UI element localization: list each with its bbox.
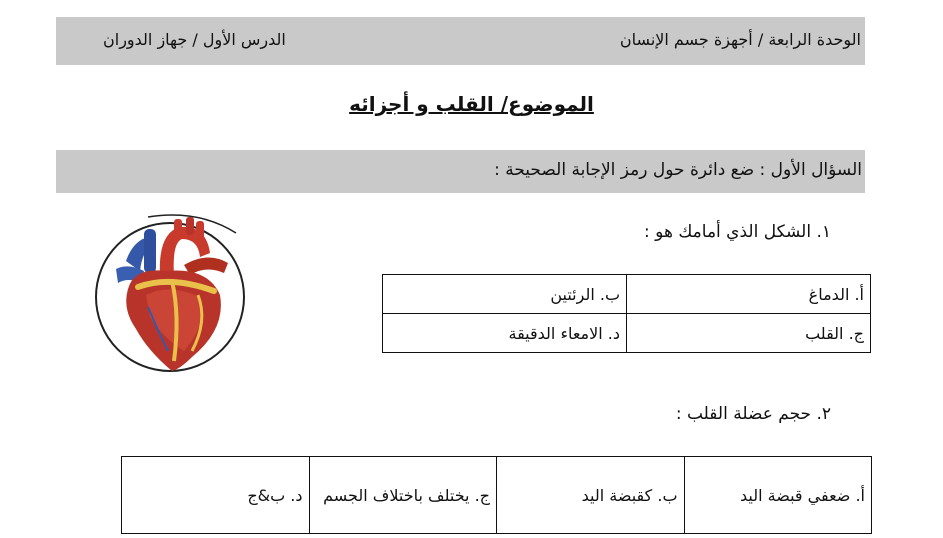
option-a[interactable]: أ. الدماغ	[627, 275, 871, 314]
option-c[interactable]: ج. يختلف باختلاف الجسم	[309, 457, 497, 534]
heart-anatomy-icon	[88, 211, 253, 379]
table-row	[122, 457, 872, 534]
question-title: السؤال الأول : ضع دائرة حول رمز الإجابة الصحيحة :	[494, 160, 862, 180]
unit-title: الوحدة الرابعة / أجهزة جسم الإنسان	[619, 30, 861, 49]
question-2-text: ٢. حجم عضلة القلب :	[675, 404, 831, 424]
option-b[interactable]: ب. كقبضة اليد	[497, 457, 685, 534]
table-row	[383, 314, 871, 353]
lesson-title: الدرس الأول / جهاز الدوران	[103, 30, 286, 49]
question-2-options	[121, 456, 872, 534]
header-bar	[56, 17, 865, 65]
table-row	[383, 275, 871, 314]
option-d[interactable]: د. ب&ج	[122, 457, 310, 534]
question-1-options	[382, 274, 871, 353]
option-d[interactable]: د. الامعاء الدقيقة	[383, 314, 627, 353]
option-a[interactable]: أ. ضعفي قبضة اليد	[684, 457, 872, 534]
question-bar	[56, 150, 865, 193]
question-1-text: ١. الشكل الذي أمامك هو :	[644, 222, 831, 242]
option-b[interactable]: ب. الرئتين	[383, 275, 627, 314]
option-c[interactable]: ج. القلب	[627, 314, 871, 353]
topic-title: الموضوع/ القلب و أجزائه	[349, 92, 594, 116]
